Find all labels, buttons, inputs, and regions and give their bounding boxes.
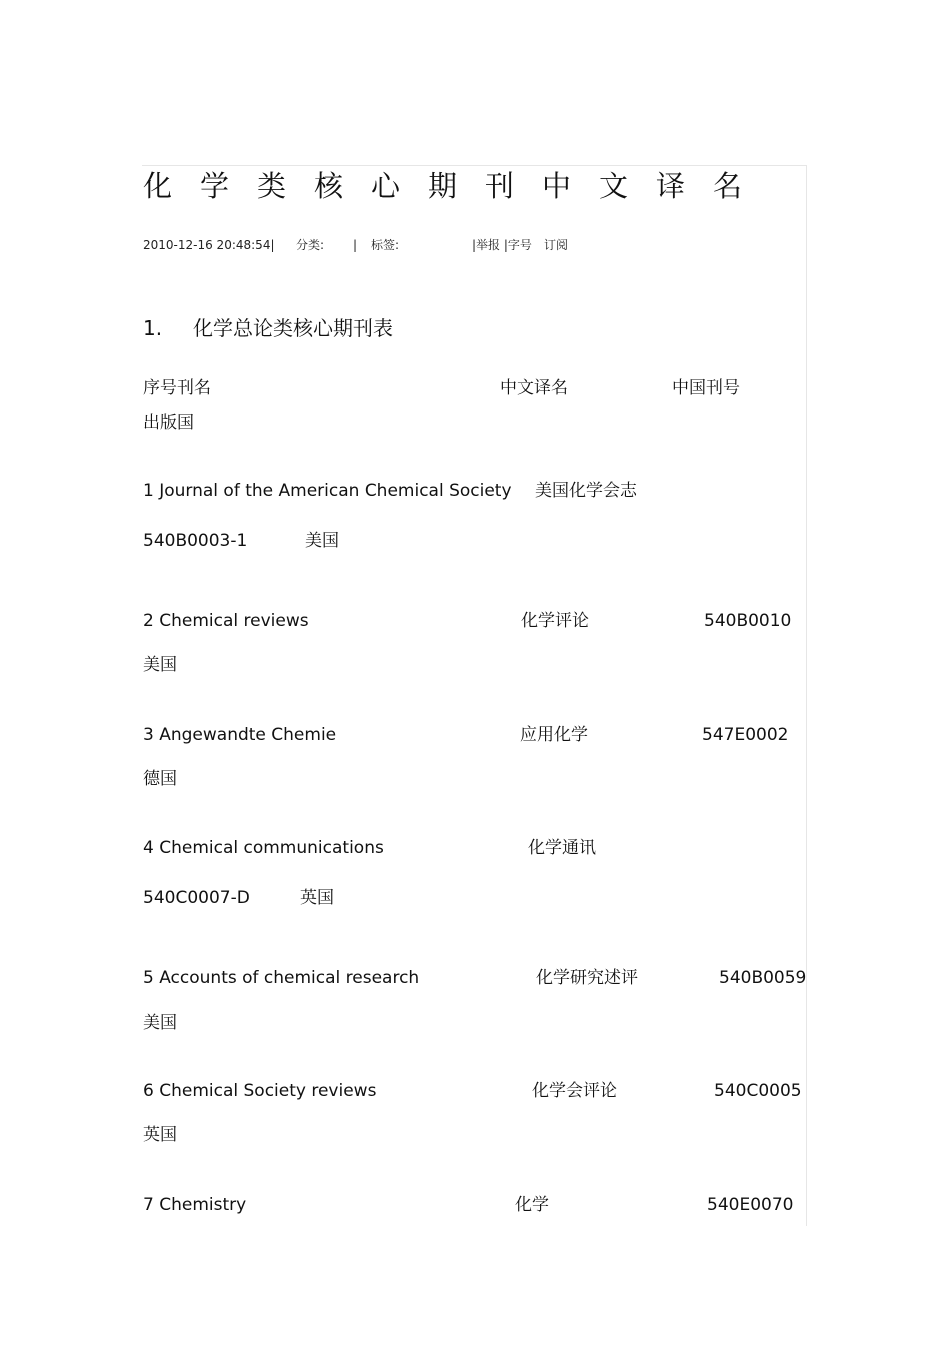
journal-code: 547E0002 xyxy=(702,725,789,745)
journal-name: 1 Journal of the American Chemical Society xyxy=(143,481,512,501)
journal-chinese-name: 化学会评论 xyxy=(532,1081,617,1101)
journal-name: 4 Chemical communications xyxy=(143,838,384,858)
journal-chinese-name: 应用化学 xyxy=(520,725,588,745)
journal-code: 540B0003-1 xyxy=(143,531,248,551)
journal-country: 英国 xyxy=(300,888,334,908)
journal-code: 540B0010 xyxy=(704,611,792,631)
journal-chinese-name: 化学研究述评 xyxy=(536,968,638,988)
journal-code: 540C0007-D xyxy=(143,888,250,908)
journal-name: 2 Chemical reviews xyxy=(143,611,309,631)
journal-code: 540C0005 xyxy=(714,1081,802,1101)
journal-code: 540B0059 xyxy=(719,968,807,988)
journal-name: 7 Chemistry xyxy=(143,1195,247,1215)
category-label[interactable]: 分类: xyxy=(296,238,325,252)
tags-label[interactable]: 标签: xyxy=(371,238,400,252)
section-number: 1. xyxy=(143,316,163,340)
meta-separator: | xyxy=(353,238,358,252)
header-chinese-name: 中文译名 xyxy=(500,378,568,398)
journal-code: 540E0070 xyxy=(707,1195,794,1215)
journal-chinese-name: 美国化学会志 xyxy=(535,481,637,501)
journal-country: 美国 xyxy=(143,655,177,675)
journal-name: 3 Angewandte Chemie xyxy=(143,725,337,745)
journal-country: 英国 xyxy=(143,1125,177,1145)
subscribe-link[interactable]: 订阅 xyxy=(544,238,569,252)
page-title: 化学类核心期刊中文译名 xyxy=(143,169,771,203)
post-datetime: 2010-12-16 20:48:54| xyxy=(143,238,275,252)
journal-chinese-name: 化学评论 xyxy=(521,611,589,631)
section-title: 化学总论类核心期刊表 xyxy=(193,316,393,340)
report-fontsize-links[interactable]: |举报 |字号 xyxy=(472,238,532,252)
header-country: 出版国 xyxy=(143,413,194,433)
header-china-code: 中国刊号 xyxy=(672,378,740,398)
journal-country: 德国 xyxy=(143,769,177,789)
journal-name: 6 Chemical Society reviews xyxy=(143,1081,377,1101)
journal-country: 美国 xyxy=(305,531,339,551)
header-serial-name: 序号刊名 xyxy=(143,378,211,398)
journal-name: 5 Accounts of chemical research xyxy=(143,968,420,988)
journal-chinese-name: 化学 xyxy=(515,1195,549,1215)
journal-country: 美国 xyxy=(143,1013,177,1033)
journal-chinese-name: 化学通讯 xyxy=(528,838,596,858)
